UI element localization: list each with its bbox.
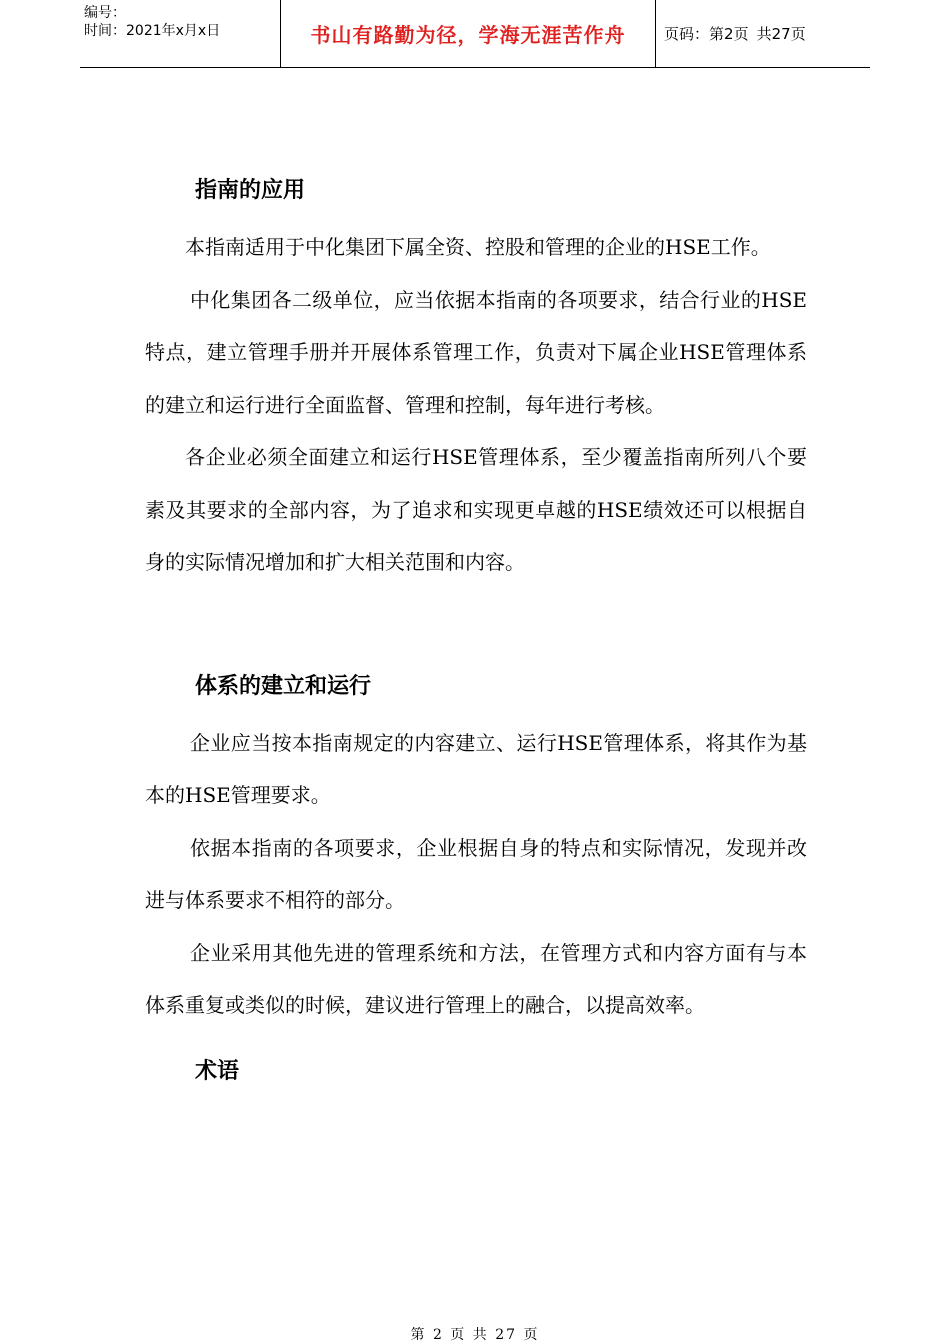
page-suffix: 页 (790, 25, 806, 43)
paragraph: 各企业必须全面建立和运行HSE管理体系，至少覆盖指南所列八个要素及其要求的全部内容，为了追求和实现更卓越的HSE绩效还可以根据自身的实际情况增加和扩大相关范围和内容。 (145, 445, 807, 574)
page-total: 27 (771, 24, 791, 43)
page-mid: 页 (733, 25, 749, 43)
paragraph: 依据本指南的各项要求，企业根据自身的特点和实际情况，发现并改进与体系要求不相符的部分。 (145, 835, 807, 912)
header-meta (80, 0, 280, 67)
section-heading: 指南的应用 (195, 178, 306, 203)
header-page-info (664, 0, 806, 67)
page-current: 2 (724, 24, 734, 43)
paragraph: 企业采用其他先进的管理系统和方法，在管理方式和内容方面有与本体系重复或类似的时候，建议进行管理上的融合，以提高效率。 (145, 940, 807, 1017)
header-divider (655, 0, 656, 67)
paragraph: 企业应当按本指南规定的内容建立、运行HSE管理体系，将其作为基本的HSE管理要求。 (145, 730, 807, 807)
section-heading: 体系的建立和运行 (195, 673, 372, 699)
header-motto: 书山有路勤为径，学海无涯苦作舟 (310, 23, 626, 47)
document-number-label: 编号： (84, 5, 126, 21)
document-body (145, 165, 807, 1098)
paragraph: 中化集团各二级单位，应当依据本指南的各项要求，结合行业的HSE特点，建立管理手册并开展体系管理工作，负责对下属企业HSE管理体系的建立和运行进行全面监督、管理和控制，每年进行考核。 (145, 287, 807, 417)
page-footer: 第 2 页 共 27 页 (410, 1327, 540, 1343)
document-time-label: 时间：2021年x月x日 (84, 23, 221, 39)
page-total-prefix: 共 (756, 25, 772, 43)
page-prefix: 页码：第 (664, 25, 725, 43)
page-header (80, 0, 870, 68)
section-heading: 术语 (195, 1058, 240, 1084)
paragraph: 本指南适用于中化集团下属全资、控股和管理的企业的HSE工作。 (185, 235, 771, 259)
